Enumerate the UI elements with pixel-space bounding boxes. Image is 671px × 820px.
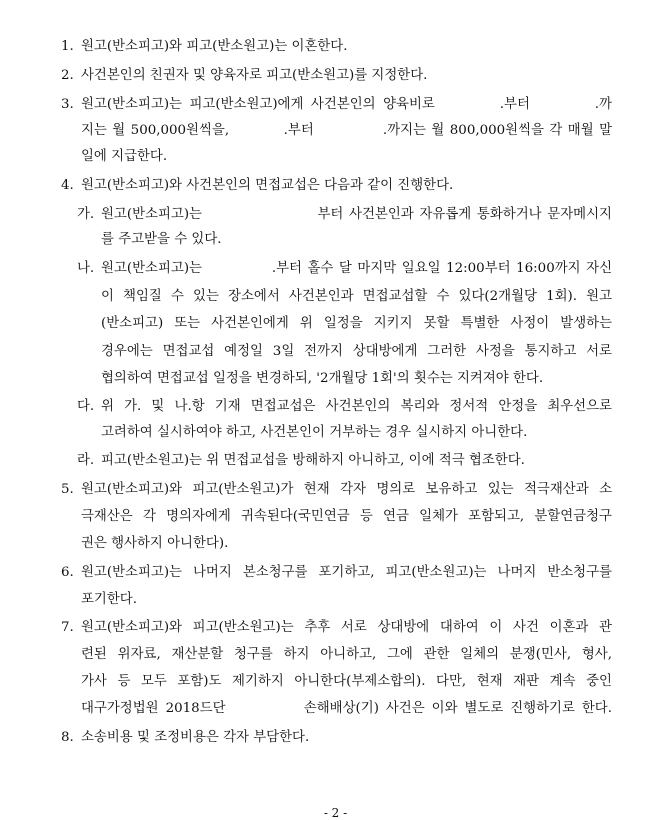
item-2-line-1: 사건본인의 친권자 및 양육자로 피고(반소원고)를 지정한다. — [81, 68, 428, 83]
page-number: - 2 - — [323, 806, 348, 820]
item-5-line-2: 극재산은 각 명의자에게 귀속된다(국민연금 등 연금 일체가 포함되고, 분할연금청구 — [81, 509, 612, 524]
item-number: 5. — [61, 482, 74, 497]
subitem-da-line-2: 고려하여 실시하여야 하고, 사건본인이 거부하는 경우 실시하지 아니한다. — [101, 425, 528, 440]
item-6-line-1: 원고(반소피고)는 나머지 본소청구를 포기하고, 피고(반소원고)는 나머지 반소청구를 — [81, 565, 612, 580]
item-number: 1. — [61, 39, 74, 54]
subitem-ra-line-1: 피고(반소원고)는 위 면접교섭을 방해하지 아니하고, 이에 적극 협조한다. — [101, 453, 525, 468]
subitem-da-line-1: 위 가. 및 나.항 기재 면접교섭은 사건본인의 복리와 정서적 안정을 최우선으로 — [101, 399, 612, 414]
subitem-number: 가. — [77, 207, 95, 222]
subitem-number: 라. — [77, 453, 95, 468]
item-1-line-1: 원고(반소피고)와 피고(반소원고)는 이혼한다. — [81, 39, 348, 54]
item-7-line-1: 원고(반소피고)와 피고(반소원고)는 추후 서로 상대방에 대하여 이 사건 이혼과 관 — [81, 620, 612, 635]
subitem-number: 다. — [77, 399, 95, 414]
subitem-na-line-5: 협의하여 면접교섭 일정을 변경하되, '2개월당 1회'의 횟수는 지켜져야 한다. — [101, 371, 544, 386]
subitem-ga-line-2: 를 주고받을 수 있다. — [101, 232, 222, 247]
subitem-na-line-4: 경우에는 면접교섭 예정일 3일 전까지 상대방에게 그러한 사정을 통지하고 서로 — [101, 344, 612, 359]
item-7-line-3: 가사 등 모두 포함)도 제기하지 아니한다(부제소합의). 다만, 현재 재판 계속 중인 — [81, 674, 612, 689]
item-number: 3. — [61, 97, 74, 112]
subitem-na-line-1: 원고(반소피고)는 .부터 홀수 달 마지막 일요일 12:00부터 16:00까지 자신 — [101, 261, 612, 276]
item-3-line-2: 지는 월 500,000원씩을, .부터 .까지는 월 800,000원씩을 각 매월 말 — [81, 123, 612, 138]
item-6-line-2: 포기한다. — [81, 592, 137, 607]
subitem-number: 나. — [77, 261, 95, 276]
item-3-line-1: 원고(반소피고)는 피고(반소원고)에게 사건본인의 양육비로 .부터 .까 — [81, 97, 612, 112]
item-7-line-4: 대구가정법원 2018드단 손해배상(기) 사건은 이와 별도로 진행하기로 한다. — [81, 701, 612, 716]
item-number: 7. — [61, 620, 74, 635]
item-5-line-3: 권은 행사하지 아니한다). — [81, 536, 229, 551]
item-7-line-2: 련된 위자료, 재산분할 청구를 하지 아니하고, 그에 관한 일체의 분쟁(민사, 형사, — [81, 647, 612, 662]
item-number: 6. — [61, 565, 74, 580]
item-8-line-1: 소송비용 및 조정비용은 각자 부담한다. — [81, 730, 310, 745]
item-3-line-3: 일에 지급한다. — [81, 149, 168, 164]
item-number: 8. — [61, 730, 74, 745]
subitem-ga-line-1: 원고(반소피고)는 부터 사건본인과 자유롭게 통화하거나 문자메시지 — [101, 207, 612, 222]
item-5-line-1: 원고(반소피고)와 피고(반소원고)가 현재 각자 명의로 보유하고 있는 적극재산과 소 — [81, 482, 612, 497]
item-number: 4. — [61, 178, 74, 193]
subitem-na-line-2: 이 책임질 수 있는 장소에서 사건본인과 면접교섭할 수 있다(2개월당 1회). 원고 — [101, 289, 612, 304]
item-4-line-1: 원고(반소피고)와 사건본인의 면접교섭은 다음과 같이 진행한다. — [81, 178, 454, 193]
item-number: 2. — [61, 68, 74, 83]
subitem-na-line-3: (반소피고) 또는 사건본인에게 위 일정을 지키지 못할 특별한 사정이 발생하는 — [101, 316, 612, 331]
